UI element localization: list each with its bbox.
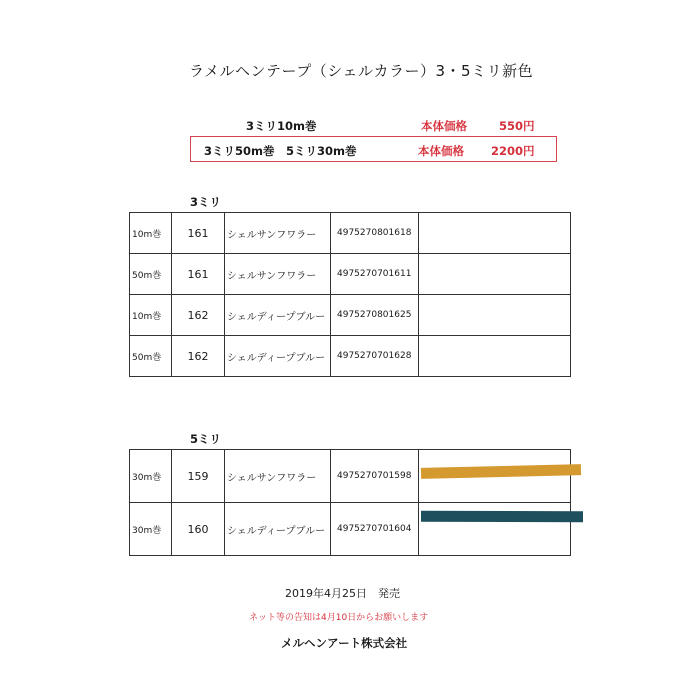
length-cell: 50m巻: [130, 336, 172, 377]
color-name-cell: シェルサンフワラー: [225, 254, 331, 295]
color-name-cell: シェルサンフワラー: [225, 450, 331, 503]
color-number-cell: 160: [172, 503, 225, 556]
color-name-cell: シェルディープブルー: [225, 503, 331, 556]
product-table-5mm: [129, 449, 571, 556]
jan-code-cell: 4975270801625: [331, 295, 419, 336]
color-number-cell: 161: [172, 254, 225, 295]
length-cell: 10m巻: [130, 295, 172, 336]
table-row: [130, 295, 571, 336]
section-label-5mm: 5ミリ: [190, 432, 222, 446]
table-row: [130, 336, 571, 377]
price-product: 3ミリ50m巻 5ミリ30m巻: [204, 144, 357, 158]
sample-cell: [419, 336, 571, 377]
color-name-cell: シェルディープブルー: [225, 336, 331, 377]
color-number-cell: 159: [172, 450, 225, 503]
jan-code-cell: 4975270701598: [331, 450, 419, 503]
jan-code-cell: 4975270701611: [331, 254, 419, 295]
price-value: 2200円: [491, 144, 535, 158]
table-row: [130, 450, 571, 503]
length-cell: 50m巻: [130, 254, 172, 295]
color-number-cell: 161: [172, 213, 225, 254]
sample-cell: [419, 450, 571, 503]
table-row: [130, 213, 571, 254]
color-number-cell: 162: [172, 295, 225, 336]
notice-text: ネット等の告知は4月10日からお願いします: [249, 613, 429, 623]
release-date: 2019年4月25日 発売: [285, 587, 400, 600]
color-name-cell: シェルディープブルー: [225, 295, 331, 336]
jan-code-cell: 4975270801618: [331, 213, 419, 254]
sample-cell: [419, 295, 571, 336]
price-label: 本体価格: [418, 144, 464, 158]
tape-swatch-gold: [421, 464, 581, 479]
jan-code-cell: 4975270701628: [331, 336, 419, 377]
company-name: メルヘンアート株式会社: [281, 636, 408, 650]
product-table-3mm: [129, 212, 571, 377]
length-cell: 30m巻: [130, 503, 172, 556]
table-row: [130, 503, 571, 556]
table-row: [130, 254, 571, 295]
price-label: 本体価格: [421, 119, 467, 133]
page-title: ラメルヘンテープ（シェルカラー）3・5ミリ新色: [189, 62, 534, 80]
length-cell: 10m巻: [130, 213, 172, 254]
tape-swatch-blue: [421, 511, 583, 523]
jan-code-cell: 4975270701604: [331, 503, 419, 556]
color-name-cell: シェルサンフワラー: [225, 213, 331, 254]
color-number-cell: 162: [172, 336, 225, 377]
sample-cell: [419, 254, 571, 295]
sample-cell: [419, 503, 571, 556]
length-cell: 30m巻: [130, 450, 172, 503]
price-product: 3ミリ10m巻: [246, 119, 317, 133]
section-label-3mm: 3ミリ: [190, 195, 222, 209]
price-value: 550円: [499, 119, 535, 133]
sample-cell: [419, 213, 571, 254]
